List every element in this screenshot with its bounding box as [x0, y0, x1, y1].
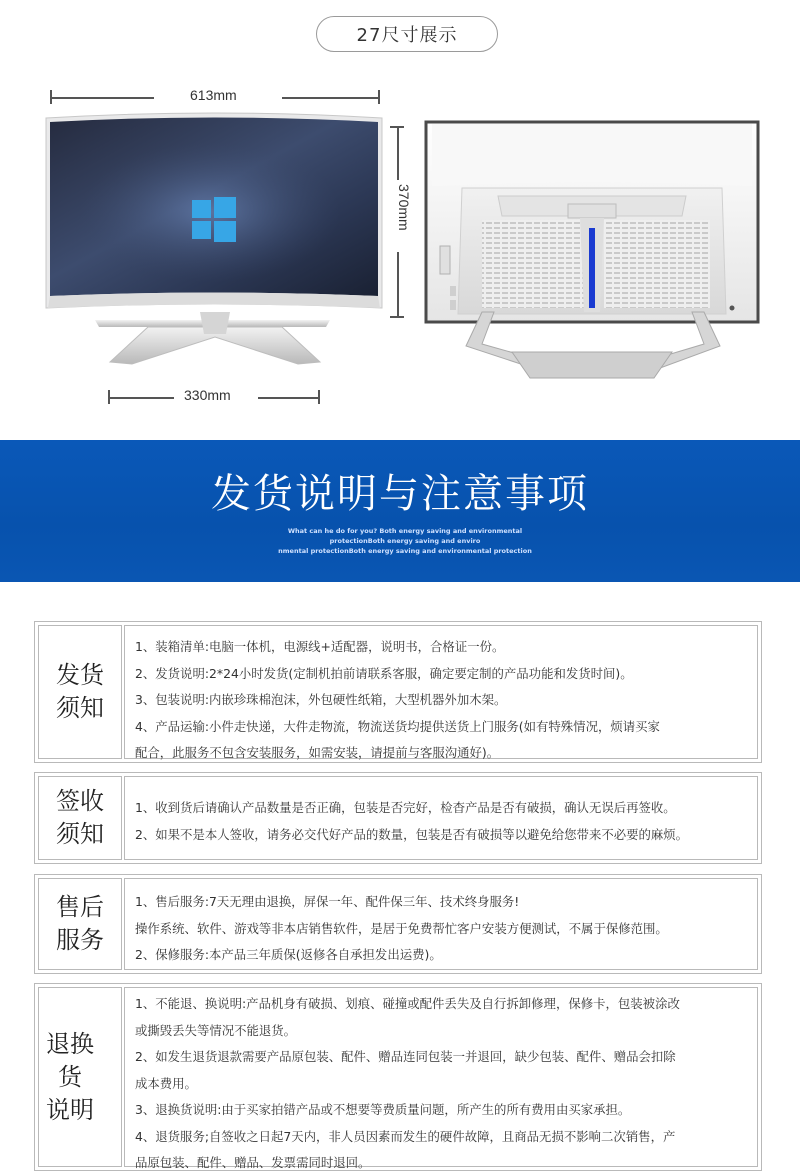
notice-line: 1、装箱清单:电脑一体机，电源线+适配器，说明书，合格证一份。 — [135, 639, 505, 654]
section-body — [124, 625, 758, 759]
section-heading — [38, 625, 122, 759]
notice-line: 或撕毁丢失等情况不能退货。 — [135, 1022, 297, 1038]
size-title-pill: 27尺寸展示 — [316, 16, 498, 52]
signing-notice-section — [34, 772, 762, 864]
notice-line: 2、发货说明:2*24小时发货(定制机拍前请联系客服，确定要定制的产品功能和发货时间)。 — [135, 665, 633, 681]
notice-line: 品原包装、配件、赠品、发票需同时退回。 — [135, 1155, 371, 1170]
heading-line: 说明 — [46, 1095, 94, 1124]
banner-subtitle — [250, 526, 560, 556]
heading-line: 售后 — [56, 893, 104, 921]
notice-line: 2、如发生退货退款需要产品原包装、配件、赠品连同包装一并退回，缺少包装、配件、赠品会扣除 — [135, 1049, 676, 1064]
notice-line: 成本费用。 — [135, 1075, 197, 1091]
section-heading — [38, 987, 122, 1167]
notice-line: 2、保修服务:本产品三年质保(返修各自承担发出运费)。 — [135, 947, 442, 962]
shipping-notice-section — [34, 621, 762, 763]
notice-line: 1、不能退、换说明:产品机身有破损、划痕、碰撞或配件丢失及自行拆卸修理，保修卡，包装被涂改 — [135, 996, 680, 1011]
dimension-display — [0, 0, 800, 440]
section-body — [124, 878, 758, 970]
notice-line: 操作系统、软件、游戏等非本店销售软件，是居于免费帮忙客户安装方便测试，不属于保修范围。 — [135, 920, 668, 936]
notice-line: 2、如果不是本人签收，请务必交代好产品的数量，包装是否有破损等以避免给您带来不必要的麻烦。 — [135, 826, 689, 842]
base-dimension — [108, 387, 320, 404]
shipping-notice-banner — [0, 440, 800, 582]
returns-section — [34, 983, 762, 1171]
heading-line: 发货 — [56, 661, 104, 689]
section-heading — [38, 776, 122, 860]
banner-subtitle-line: protectionBoth energy saving and enviro — [329, 537, 481, 545]
heading-line: 服务 — [56, 926, 104, 954]
notice-line: 1、收到货后请确认产品数量是否正确，包装是否完好，检杳产品是否有破损，确认无误后再签收。 — [135, 800, 676, 815]
height-dimension — [390, 126, 412, 318]
section-body — [124, 776, 758, 860]
section-heading — [38, 878, 122, 970]
heading-line: 退换货 — [46, 1029, 94, 1091]
notice-line: 4、退货服务;自签收之日起7天内，非人员因素而发生的硬件故障，且商品无损不影响二次销售，产 — [135, 1128, 676, 1144]
section-body — [124, 987, 758, 1170]
banner-subtitle-line: nmental protectionBoth energy saving and environmental protection — [278, 547, 532, 555]
after-sales-section — [34, 874, 762, 974]
notice-line: 3、退换货说明:由于买家拍错产品或不想要等费质量问题，所产生的所有费用由买家承担。 — [135, 1102, 631, 1117]
heading-line: 须知 — [56, 820, 104, 848]
width-label: 613mm — [190, 87, 237, 103]
heading-line: 须知 — [56, 694, 104, 722]
notice-line: 3、包装说明:内嵌珍珠棉泡沫，外包硬性纸箱，大型机器外加木架。 — [135, 692, 507, 707]
notice-line: 配合，此服务不包含安装服务，如需安装，请提前与客服沟通好)。 — [135, 745, 500, 760]
height-label: 370mm — [396, 184, 412, 231]
notice-line: 1、售后服务:7天无理由退换，屏保一年、配件保三年、技术终身服务! — [135, 894, 520, 909]
banner-title: 发货说明与注意事项 — [211, 471, 589, 517]
base-label: 330mm — [184, 387, 231, 403]
width-dimension — [50, 87, 380, 104]
notice-line: 4、产品运输:小件走快递，大件走物流，物流送货均提供送货上门服务(如有特殊情况，烦请买家 — [135, 718, 660, 734]
monitor-front-image — [40, 112, 390, 374]
banner-subtitle-line: What can he do for you? Both energy saving and environmental — [287, 527, 523, 535]
monitor-back-image — [422, 116, 762, 384]
heading-line: 签收 — [56, 787, 104, 815]
